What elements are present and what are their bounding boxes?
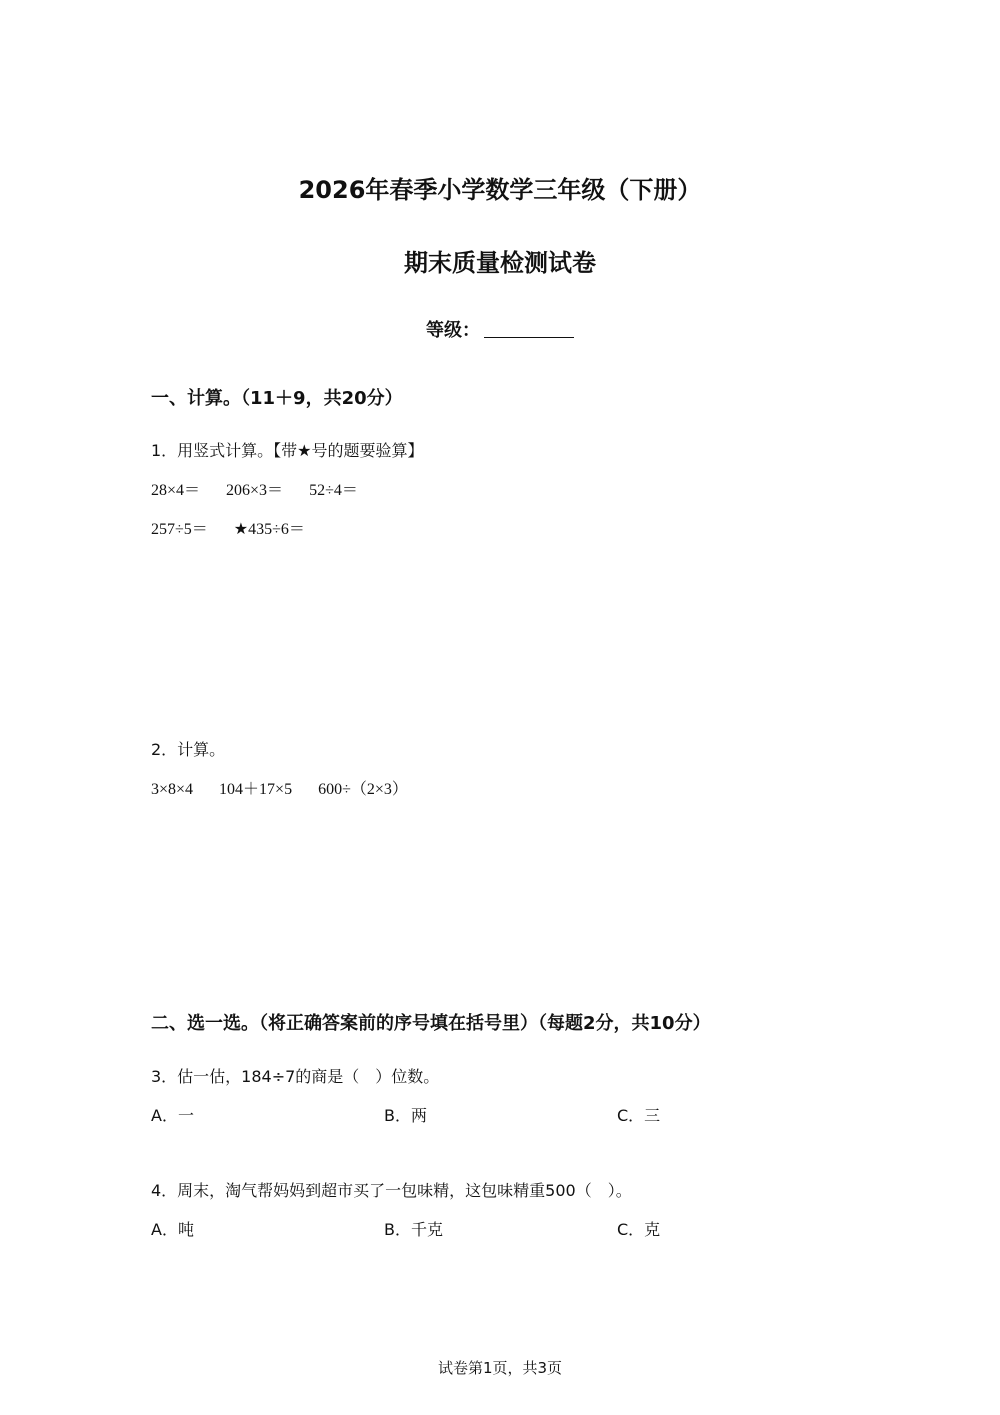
q1-row1: [151, 477, 380, 500]
q1-prompt: 1．用竖式计算。【带★号的题要验算】: [151, 441, 424, 460]
section2-heading: 二、选一选。（将正确答案前的序号填在括号里）（每题2分，共10分）: [151, 1013, 711, 1034]
q3-option-c: C．三: [617, 1106, 661, 1125]
q1-expr-1: 28×4＝: [151, 482, 201, 499]
grade-blank-line: [484, 319, 574, 338]
grade-label: 等级：: [426, 320, 480, 341]
page-footer: 试卷第1页，共3页: [437, 1359, 563, 1377]
q2-row1: [151, 776, 430, 799]
exam-title-line1: 2026年春季小学数学三年级（下册）: [298, 176, 702, 204]
q2-expr-3: 600÷（2×3）: [318, 781, 408, 798]
q4-prompt: 4．周末，淘气帮妈妈到超市买了一包味精，这包味精重500（ ）。: [151, 1181, 632, 1200]
q1-expr-4: 257÷5＝: [151, 521, 208, 538]
q1-row2: [151, 516, 327, 539]
q3-prompt: 3．估一估，184÷7的商是（ ）位数。: [151, 1067, 440, 1086]
exam-title-line2: 期末质量检测试卷: [404, 249, 596, 277]
q1-expr-5: ★435÷6＝: [233, 521, 305, 538]
q3-option-a: A．一: [151, 1106, 194, 1125]
q3-option-b: B．两: [384, 1106, 427, 1125]
q2-prompt: 2．计算。: [151, 740, 226, 759]
section1-heading: 一、计算。（11＋9，共20分）: [151, 388, 403, 409]
q4-option-b: B．千克: [384, 1220, 443, 1239]
grade-field: [0, 316, 1000, 342]
q2-expr-1: 3×8×4: [151, 781, 194, 798]
q1-expr-2: 206×3＝: [226, 482, 284, 499]
q1-expr-3: 52÷4＝: [309, 482, 358, 499]
q4-option-a: A．吨: [151, 1220, 194, 1239]
q2-expr-2: 104＋17×5: [219, 781, 293, 798]
q4-option-c: C．克: [617, 1220, 661, 1239]
